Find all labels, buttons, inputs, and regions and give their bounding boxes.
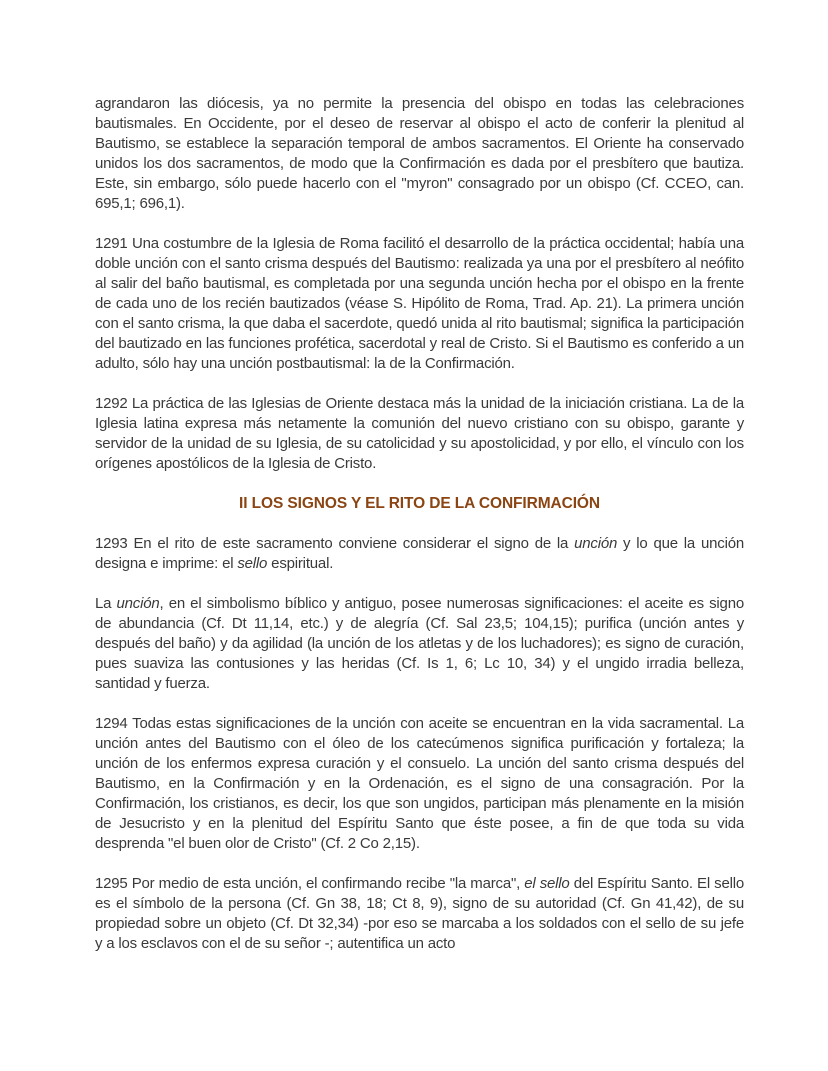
text-run: agrandaron las diócesis, ya no permite la presencia del obispo en todas las celebraciones bautismales. En Occidente, por el deseo de reservar al obispo el acto de conferir la plenitud al Bautismo, se establece la separación temporal de ambos sacramentos. El Oriente ha conservado unidos los dos sacramentos, de modo que la Confirmación es dada por el presbítero que bautiza. Este, sin embargo, sólo puede hacerlo con el "myron" consagrado por un obispo (Cf. CCEO, can. 695,1; 696,1). (95, 95, 744, 212)
paragraph-la-uncion (95, 594, 744, 694)
text-run: 1294 Todas estas significaciones de la unción con aceite se encuentran en la vida sacramental. La unción antes del Bautismo con el óleo de los catecúmenos significa purificación y fortaleza; la unción de los enfermos expresa curación y el consuelo. La unción del santo crisma después del Bautismo, en la Confirmación y en la Ordenación, es el signo de una consagración. Por la Confirmación, los cristianos, es decir, los que son ungidos, participan más plenamente en la misión de Jesucristo y en la plenitud del Espíritu Santo que éste posee, a fin de que toda su vida desprenda "el buen olor de Cristo" (Cf. 2 Co 2,15). (95, 715, 744, 852)
paragraph-1294 (95, 714, 744, 854)
italic-term: unción (116, 595, 160, 612)
text-run: 1295 Por medio de esta unción, el confirmando recibe "la marca", (95, 875, 525, 892)
text-run: del Espíritu Santo. El sello es el símbolo de la persona (Cf. Gn 38, 18; Ct 8, 9), signo de su autoridad (Cf. Gn 41,42), de su propiedad sobre un objeto (Cf. Dt 32,34) -por eso se marcaba a los soldados con el sello de su jefe y a los esclavos con el de su señor -; autentifica un acto (95, 875, 745, 952)
text-run: , en el simbolismo bíblico y antiguo, posee numerosas significaciones: el aceite es signo de abundancia (Cf. Dt 11,14, etc.) y de alegría (Cf. Sal 23,5; 104,15); purifica (unción antes y después del baño) y da agilidad (la unción de los atletas y de los luchadores); es signo de curación, pues suaviza las contusiones y las heridas (Cf. Is 1, 6; Lc 10, 34) y el ungido irradia belleza, santidad y fuerza. (95, 595, 744, 692)
paragraph-1292 (95, 394, 744, 474)
text-run: 1291 Una costumbre de la Iglesia de Roma facilitó el desarrollo de la práctica occidental; había una doble unción con el santo crisma después del Bautismo: realizada ya una por el presbítero al neófito al salir del baño bautismal, es completada por una segunda unción hecha por el obispo en la frente de cada uno de los recién bautizados (véase S. Hipólito de Roma, Trad. Ap. 21). La primera unción con el santo crisma, la que daba el sacerdote, quedó unida al rito bautismal; significa la participación del bautizado en las funciones profética, sacerdotal y real de Cristo. Si el Bautismo es conferido a un adulto, sólo hay una unción postbautismal: la de la Confirmación. (95, 235, 744, 372)
paragraph-1290-continuation (95, 94, 744, 214)
italic-term: unción (574, 535, 618, 552)
section-heading-signos-rito: II LOS SIGNOS Y EL RITO DE LA CONFIRMACIÓN (239, 495, 600, 512)
text-run: 1293 En el rito de este sacramento conviene considerar el signo de la (95, 535, 575, 552)
paragraph-1295 (95, 874, 744, 954)
text-run: y lo que la unción designa e imprime: el (95, 535, 744, 572)
paragraph-1291 (95, 234, 744, 374)
text-run: 1292 La práctica de las Iglesias de Oriente destaca más la unidad de la iniciación cristiana. La de la Iglesia latina expresa más netamente la comunión del nuevo cristiano con su obispo, garante y servidor de la unidad de su Iglesia, de su catolicidad y su apostolicidad, y por ello, el vínculo con los orígenes apostólicos de la Iglesia de Cristo. (95, 395, 744, 472)
italic-term: sello (237, 555, 268, 572)
text-run: La (95, 595, 117, 612)
paragraph-1293 (95, 534, 744, 574)
italic-term: el sello (524, 875, 570, 892)
text-run: espiritual. (267, 555, 334, 572)
